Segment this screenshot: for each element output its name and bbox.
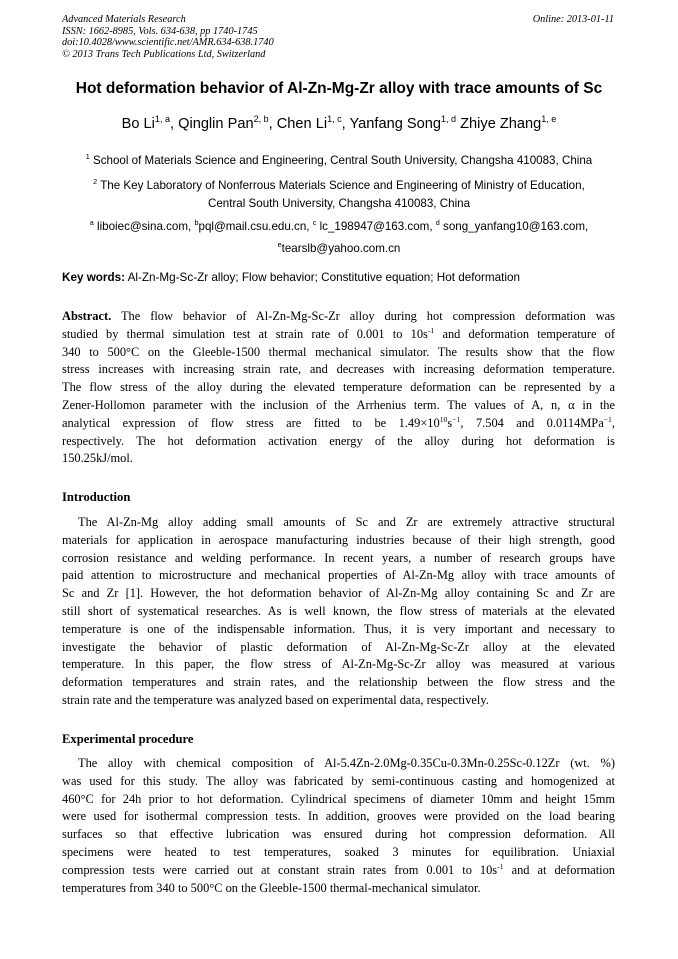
keywords-label: Key words: bbox=[62, 271, 125, 284]
experimental-paragraph bbox=[62, 755, 615, 897]
superscript: −1 bbox=[452, 414, 461, 424]
paragraph-line: materials for application in aerospace manufacturing industries because of their high strength, good bbox=[62, 532, 615, 547]
abstract-line: and deformation temperature of bbox=[442, 326, 615, 341]
abstract-line: Zener-Hollomon parameter with the inclusion of the Arrhenius term. The values of A, n, α in the bbox=[62, 397, 615, 412]
online-date: Online: 2013-01-11 bbox=[532, 14, 614, 25]
abstract-line: respectively. The hot deformation activation energy of the alloy during hot deformation is bbox=[62, 433, 615, 448]
abstract-line: analytical expression of flow stress are fitted to be 1.49×10 bbox=[62, 415, 440, 430]
affiliation-text: Central South University, Changsha 410083, China bbox=[207, 196, 471, 210]
paragraph-line: was used for this study. The alloy was fabricated by semi-continuous casting and homogenized at bbox=[62, 773, 615, 788]
abstract-label: Abstract. bbox=[62, 309, 112, 323]
journal-header bbox=[62, 14, 274, 60]
superscript: 10 bbox=[439, 414, 448, 424]
abstract-line: 340 to 500°C on the Gleeble-1500 thermal mechanical simulator. The results show that the flow bbox=[62, 344, 615, 359]
abstract-line: , 7.504 and 0.0114MPa bbox=[460, 415, 604, 430]
author-name: Yanfang Song bbox=[349, 115, 441, 132]
email-sup: d bbox=[435, 218, 440, 227]
paragraph-line: corrosion resistance and welding performance. In recent years, a number of research groups have bbox=[62, 550, 615, 565]
email-sup: e bbox=[277, 239, 282, 249]
abstract-line: , bbox=[611, 415, 615, 430]
paragraph-line: temperatures from 340 to 500°C on the Gleeble-1500 thermal-mechanical simulator. bbox=[62, 880, 481, 895]
superscript: -1 bbox=[497, 861, 504, 871]
affiliation-1 bbox=[62, 148, 616, 170]
journal-issn: ISSN: 1662-8985, Vols. 634-638, pp 1740-1745 bbox=[62, 25, 258, 37]
author-name: Zhiye Zhang bbox=[460, 115, 542, 132]
keywords-text: Al-Zn-Mg-Sc-Zr alloy; Flow behavior; Constitutive equation; Hot deformation bbox=[127, 271, 520, 284]
paragraph-line: specimens were heated to test temperatures, soaked 3 minutes for equilibration. Uniaxial bbox=[62, 844, 615, 859]
author-sup: 1, d bbox=[440, 114, 457, 124]
journal-copyright: © 2013 Trans Tech Publications Ltd, Switzerland bbox=[62, 48, 266, 60]
paper-title: Hot deformation behavior of Al-Zn-Mg-Zr alloy with trace amounts of Sc bbox=[75, 80, 603, 97]
paragraph-line: deformation temperatures and strain rates, and the relationship between the flow stress and the bbox=[62, 675, 615, 690]
paragraph-line: compression tests were carried out at constant strain rates from 0.001 to 10s bbox=[62, 862, 498, 877]
paragraph-line: paid attention to microstructure and mechanical properties of Al-Zn-Mg alloy with trace amounts of bbox=[62, 568, 615, 583]
email-sup: c bbox=[312, 218, 317, 227]
superscript: −1 bbox=[603, 414, 612, 424]
paragraph-line: and at deformation bbox=[511, 862, 616, 877]
email-link[interactable]: lc_198947@163.com, bbox=[319, 219, 433, 233]
paragraph-line: The Al-Zn-Mg alloy adding small amounts of Sc and Zr are extremely attractive structural bbox=[78, 515, 615, 529]
email-link[interactable]: song_yanfang10@163.com, bbox=[443, 219, 589, 233]
paragraph-line: still short of systematical researches. As is well known, the flow stress of materials at the elevated bbox=[62, 603, 615, 618]
email-sup: a bbox=[89, 218, 94, 227]
section-heading-introduction: Introduction bbox=[62, 490, 131, 504]
author-sup: 2, b bbox=[253, 114, 269, 124]
email-sup: b bbox=[194, 218, 199, 227]
paragraph-line: The alloy with chemical composition of Al-5.4Zn-2.0Mg-0.35Cu-0.3Mn-0.25Sc-0.12Zr (wt. %) bbox=[78, 756, 615, 770]
abstract-line: The flow stress of the alloy during the elevated temperature deformation can be represented by a bbox=[62, 380, 615, 395]
email-link[interactable]: liboiec@sina.com, bbox=[97, 219, 192, 233]
author-name: Bo Li bbox=[121, 115, 155, 132]
author-name: Qinglin Pan bbox=[178, 115, 254, 132]
author-sup: 1, a bbox=[154, 114, 170, 124]
paragraph-line: surfaces so that effective lubrication was ensured during hot compression deformation. All bbox=[62, 827, 615, 842]
paragraph-line: Sc and Zr [1]. However, the hot deformation behavior of Al-Zn-Mg alloy containing Sc and Zr are bbox=[62, 586, 615, 601]
paragraph-line: were used for isothermal compression tests. In addition, grooves were provided on the load bearing bbox=[62, 809, 615, 824]
keywords bbox=[62, 271, 622, 284]
affiliation-sup: 2 bbox=[93, 177, 98, 186]
email-list bbox=[62, 214, 616, 258]
abstract-line: stress increases with increasing strain rate, and decreases with increasing deformation temperature. bbox=[62, 362, 615, 377]
author-sup: 1, c bbox=[327, 114, 342, 124]
abstract bbox=[62, 308, 615, 468]
paragraph-line: temperature. In this paper, the flow stress of Al-Zn-Mg-Sc-Zr alloy was measured at various bbox=[62, 657, 615, 672]
section-heading-experimental: Experimental procedure bbox=[62, 732, 194, 746]
email-link[interactable]: pql@mail.csu.edu.cn, bbox=[198, 219, 310, 233]
abstract-line: studied by thermal simulation test at strain rate of 0.001 to 10s bbox=[62, 326, 428, 341]
journal-name: Advanced Materials Research bbox=[62, 14, 186, 25]
introduction-paragraph bbox=[62, 514, 615, 710]
affiliation-text: School of Materials Science and Engineering, Central South University, Changsha 410083, China bbox=[92, 153, 593, 167]
author-name: Chen Li bbox=[276, 115, 328, 132]
abstract-line: 150.25kJ/mol. bbox=[62, 451, 133, 466]
affiliation-2 bbox=[62, 173, 616, 213]
paragraph-line: investigate the behavior of plastic deformation of Al-Zn-Mg-Sc-Zr alloy at the elevated bbox=[62, 639, 615, 654]
superscript: -1 bbox=[427, 325, 435, 335]
paragraph-line: strain rate and the temperature was analyzed based on experimental data, respectively. bbox=[62, 692, 489, 707]
journal-doi[interactable]: doi:10.4028/www.scientific.net/AMR.634-638.1740 bbox=[62, 37, 274, 49]
author-sup: 1, e bbox=[541, 114, 557, 124]
abstract-line: s bbox=[447, 415, 453, 430]
paragraph-line: 460°C for 24h prior to hot deformation. Cylindrical specimens of diameter 10mm and height 15mm bbox=[62, 791, 615, 806]
abstract-line: The flow behavior of Al-Zn-Mg-Sc-Zr alloy during hot compression deformation was bbox=[120, 309, 616, 323]
affiliation-text: The Key Laboratory of Nonferrous Materials Science and Engineering of Ministry of Education, bbox=[100, 178, 585, 192]
paragraph-line: temperature is one of the indispensable information. Thus, it is very important and necessary to bbox=[62, 621, 615, 636]
affiliation-sup: 1 bbox=[85, 152, 90, 161]
email-link[interactable]: tearslb@yahoo.com.cn bbox=[281, 241, 401, 255]
author-list: Bo Li$^{1, a}$, Qinglin Pan$^{2, b}$, Chen Li$^{1, c}$, Yanfang Song$^{1, d}$ Zhiye Zhang$^{1, e}$ bbox=[121, 114, 557, 132]
